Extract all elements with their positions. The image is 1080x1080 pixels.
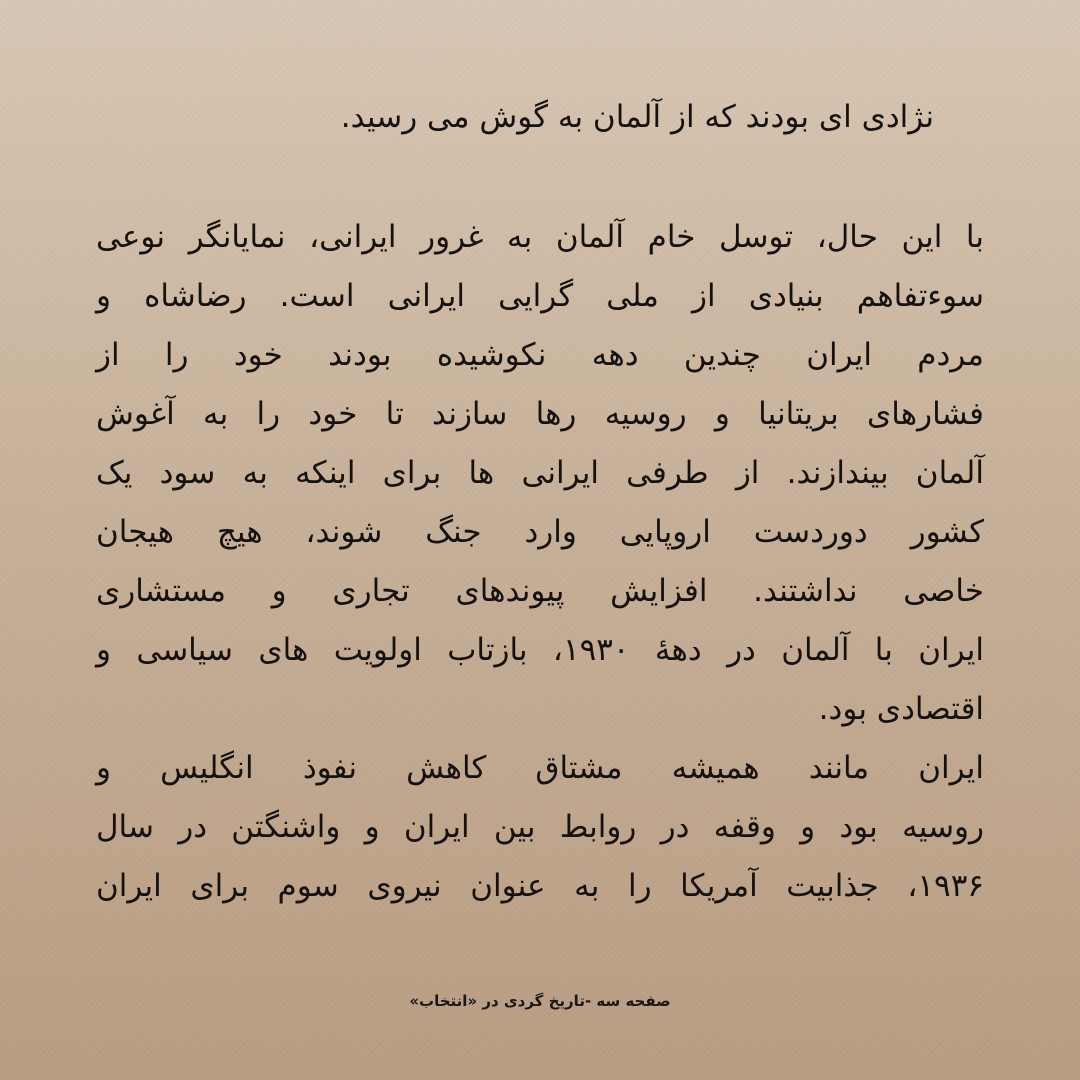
intro-line [94, 88, 934, 147]
paragraph-1-line: کشور دوردست اروپایی وارد جنگ شوند، هیچ هیجان [96, 514, 984, 550]
paragraph-2-line: ایران مانند همیشه مشتاق کاهش نفوذ انگلیس و [96, 750, 984, 786]
paragraph-1-line: سوءتفاهم بنیادی از ملی گرایی ایرانی است. رضاشاه و [96, 278, 984, 314]
paragraph-1-line: با این حال، توسل خام آلمان به غرور ایرانی، نمایانگر نوعی [96, 219, 984, 255]
body-text [96, 208, 984, 916]
paragraph-2-line: روسیه بود و وقفه در روابط بین ایران و واشنگتن در سال [96, 809, 984, 845]
paragraph-2-line: ۱۹۳۶، جذابیت آمریکا را به عنوان نیروی سوم برای ایران [96, 868, 984, 904]
paragraph-1-line: آلمان بیندازند. از طرفی ایرانی ها برای اینکه به سود یک [96, 455, 984, 491]
page-footer-caption: صفحه سه -تاریخ گردی در «انتخاب» [409, 992, 671, 1010]
paragraph-2 [96, 739, 984, 916]
paragraph-1 [96, 208, 984, 739]
intro-text: نژادی ای بودند که از آلمان به گوش می رسید. [340, 99, 934, 135]
paragraph-1-line: خاصی نداشتند. افزایش پیوندهای تجاری و مستشاری [96, 573, 984, 609]
paragraph-1-line: ایران با آلمان در دهۀ ۱۹۳۰، بازتاب اولویت های سیاسی و [96, 632, 984, 668]
paragraph-1-line: فشارهای بریتانیا و روسیه رها سازند تا خود را به آغوش [96, 396, 984, 432]
paragraph-1-line: اقتصادی بود. [818, 691, 984, 727]
paragraph-1-line: مردم ایران چندین دهه نکوشیده بودند خود را از [96, 337, 984, 373]
